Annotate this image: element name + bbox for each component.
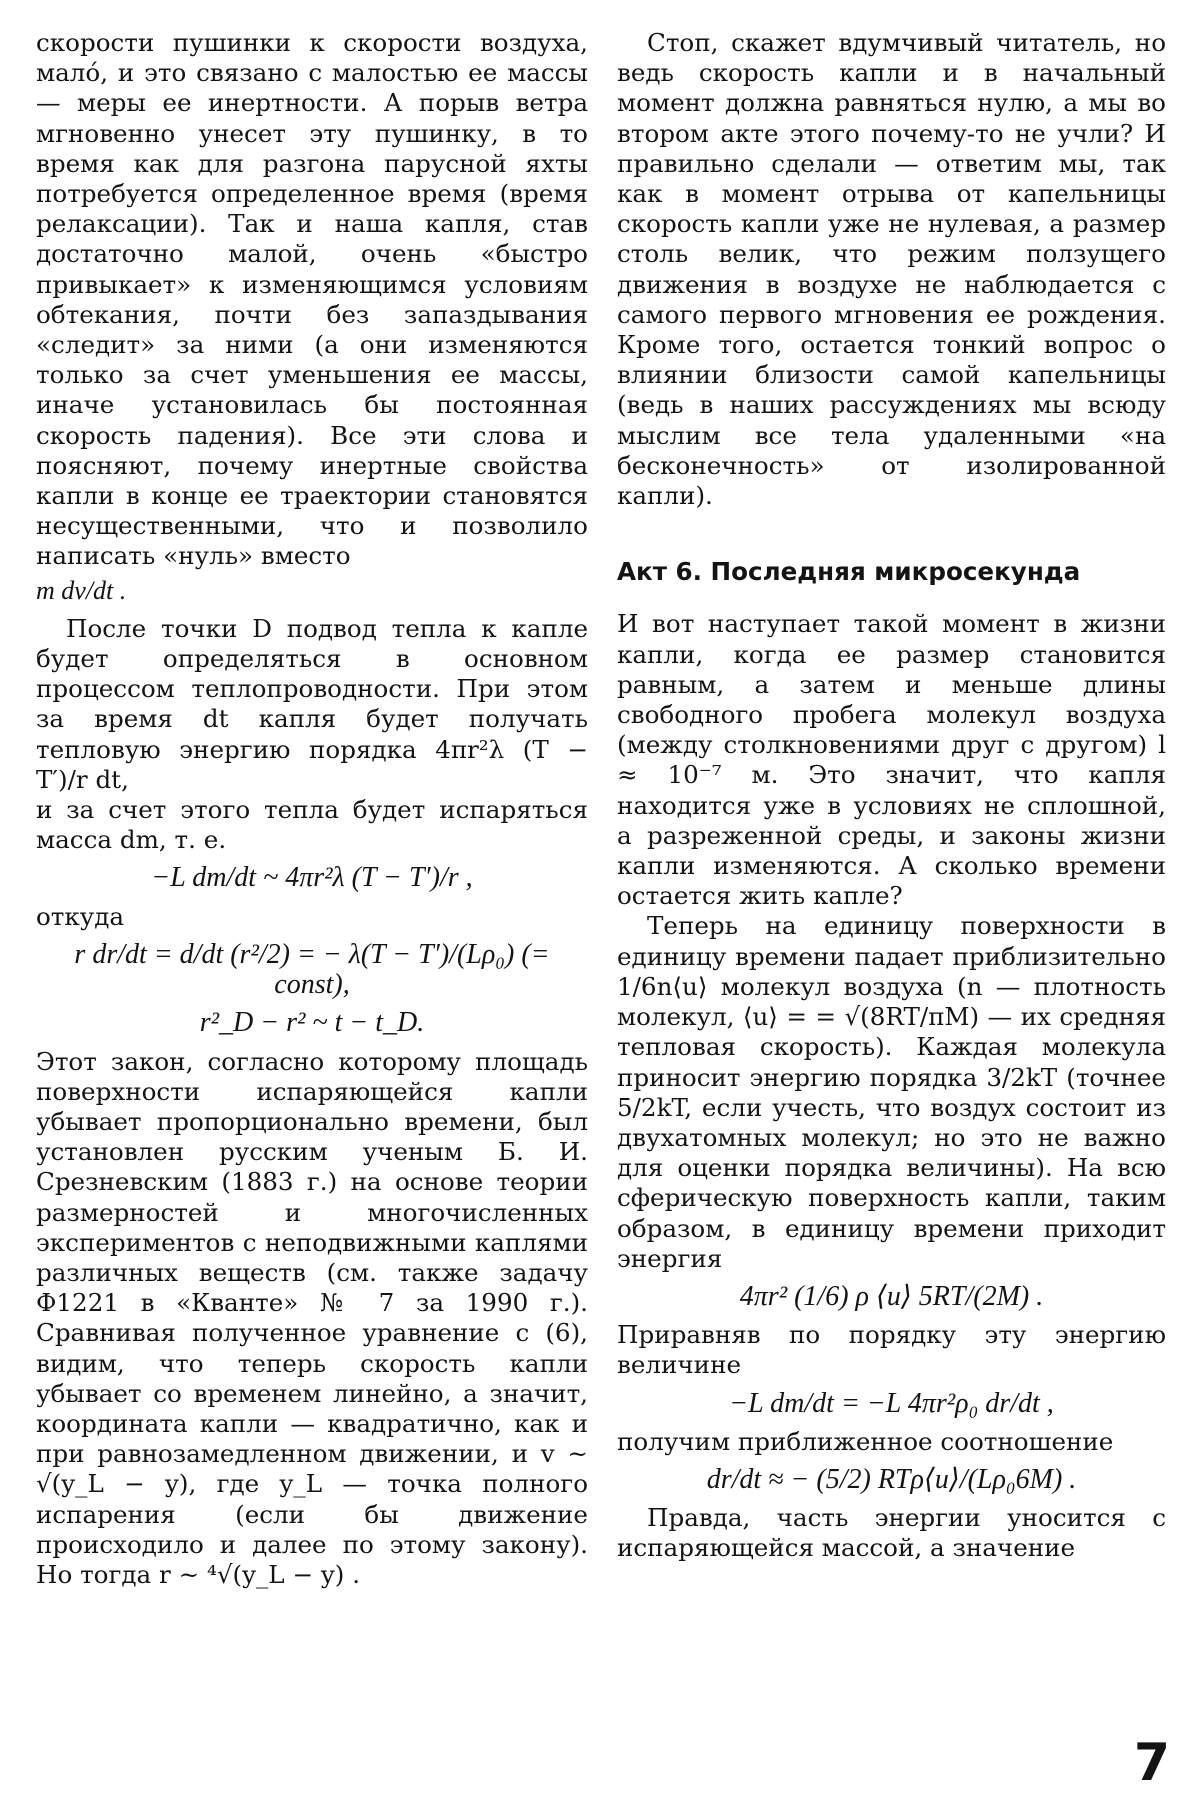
paragraph: получим приближенное соотношение bbox=[617, 1426, 1114, 1456]
inline-formula-m-dv-dt: m dv/dt . bbox=[36, 575, 127, 605]
left-column bbox=[36, 28, 588, 1590]
formula-radius-rate: r dr/dt = d/dt (r²/2) = − λ(T − T′)/(Lρ₀) (= const), bbox=[74, 938, 550, 1001]
paragraph: Стоп, скажет вдумчивый читатель, но ведь скорость капли и в начальный момент должна равняться нулю, а мы во втором акте этого почему-то не учли? И правильно сделали — ответим мы, так как в момент отрыва от капельницы скорость капли уже не нулевая, а размер столь велик, что режим ползущего движения в воздухе не наблюдается с самого первого мгновения ее рождения. Кроме того, остается тонкий вопрос о влиянии близости самой капельницы (ведь в наших рассуждениях мы всюду мыслим все тела удаленными «на бесконечность» от изолированной капли). bbox=[617, 28, 1166, 511]
page-number: 7 bbox=[1133, 1733, 1170, 1793]
formula-radius-law: r²_D − r² ~ t − t_D. bbox=[199, 1007, 425, 1039]
paragraph: Этот закон, согласно которому площадь поверхности испаряющейся капли убывает пропорционально времени, был установлен русским ученым Б. И. Срезневским (1883 г.) на основе теории размерностей и многочисленных экспериментов с неподвижными каплями различных веществ (см. также задачу Ф1221 в «Кванте» № 7 за 1990 г.). Сравнивая полученное уравнение с (6), видим, что теперь скорость капли убывает со временем линейно, а значит, координата капли — квадратично, как и при равнозамедленном движении, и v ~ √(y_L − y), где y_L — точка полного испарения (если бы движение происходило и далее по этому закону). Но тогда r ~ ⁴√(y_L − y) . bbox=[36, 1046, 588, 1589]
formula-energy-balance: −L dm/dt = −L 4πr²ρ₀ dr/dt , bbox=[729, 1387, 1054, 1419]
paragraph: Теперь на единицу поверхности в единицу времени падает приблизительно 1/6n⟨u⟩ молекул воздуха (n — плотность молекул, ⟨u⟩ = = √(8RT/πM) — их средняя тепловая скорость). Каждая молекула приносит энергию порядка 3/2kT (точнее 5/2kT, если учесть, что воздух состоит из двухатомных молекул; но это не важно для оценки порядка величины). На всю сферическую поверхность капли, таким образом, в единицу времени приходит энергия bbox=[617, 911, 1166, 1273]
formula-energy-flux: 4πr² (1/6) ρ ⟨u⟩ 5RT/(2M) . bbox=[739, 1280, 1044, 1312]
paragraph: скорости пушинки к скорости воздуха, мало́, и это связано с малостью ее массы — меры ее инертности. А порыв ветра мгновенно унесет эту пушинку, в то время как для разгона парусной яхты потребуется определенное время (время релаксации). Так и наша капля, став достаточно малой, очень «быстро привыкает» к изменяющимся условиям обтекания, почти без запаздывания «следит» за ними (а они изменяются только за счет уменьшения ее массы, иначе установилась бы постоянная скорость падения). Все эти слова и поясняют, почему инертные свойства капли в конце ее траектории становятся несущественными, что и позволило написать «нуль» вместо bbox=[36, 28, 588, 571]
paragraph: откуда bbox=[36, 901, 125, 931]
paragraph: После точки D подвод тепла к капле будет определяться в основном процессом теплопроводности. При этом за время dt капля будет получать тепловую энергию порядка 4πr²λ (T − T′)/r dt, bbox=[36, 613, 588, 794]
right-column bbox=[617, 28, 1166, 1564]
formula-evaporation: −L dm/dt ~ 4πr²λ (T − T′)/r , bbox=[151, 862, 473, 894]
paragraph: и за счет этого тепла будет испаряться масса dm, т. е. bbox=[36, 795, 588, 855]
paragraph: И вот наступает такой момент в жизни капли, когда ее размер становится равным, а затем и меньше длины свободного пробега молекул воздуха (между столкновениями друг с другом) l ≈ 10⁻⁷ м. Это значит, что капля находится уже в условиях не сплошной, а разреженной среды, и законы жизни капли изменяются. А сколько времени остается жить капле? bbox=[617, 609, 1166, 911]
section-heading: Акт 6. Последняя микросекунда bbox=[617, 557, 1081, 587]
formula-approximate-relation: dr/dt ≈ − (5/2) RTρ⟨u⟩/(Lρ₀6M) . bbox=[706, 1463, 1077, 1495]
paragraph: Приравняв по порядку эту энергию величине bbox=[617, 1320, 1166, 1380]
paragraph: Правда, часть энергии уносится с испаряющейся массой, а значение bbox=[617, 1503, 1166, 1563]
